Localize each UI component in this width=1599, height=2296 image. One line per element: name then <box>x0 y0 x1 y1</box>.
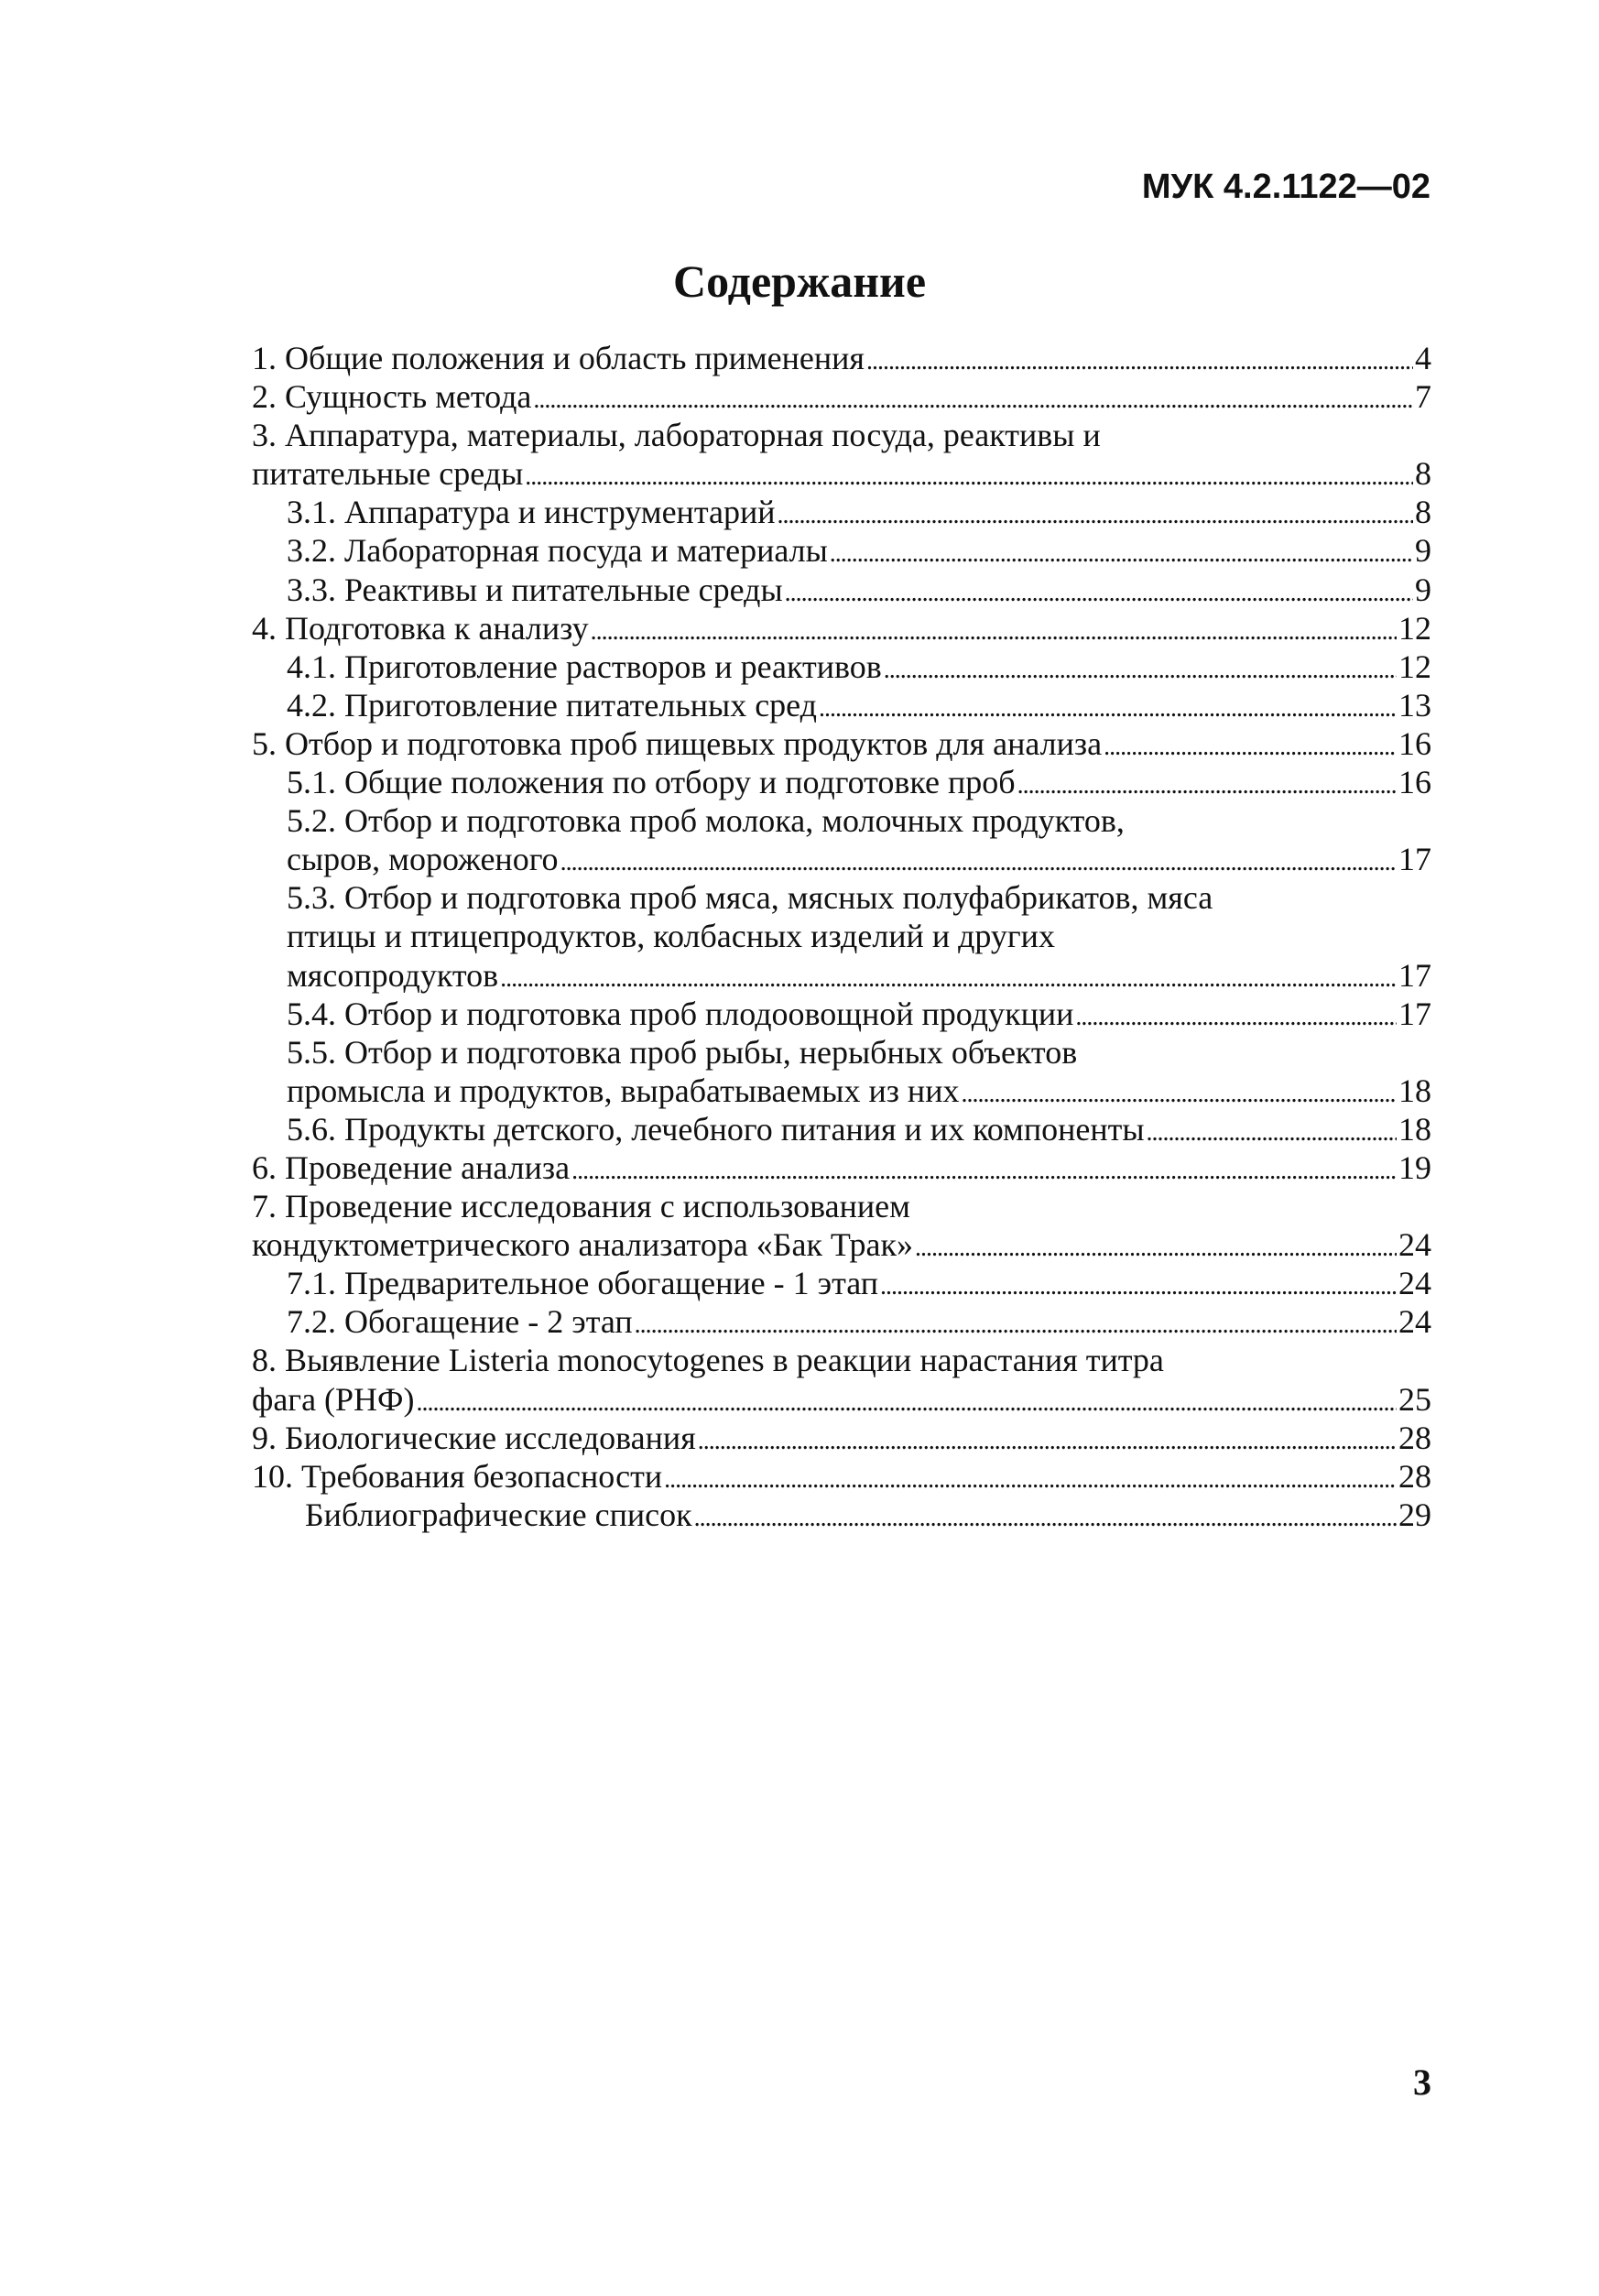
toc-dot-leader <box>961 1072 1397 1114</box>
toc-entry-page: 12 <box>1398 609 1431 647</box>
toc-line <box>252 647 1431 686</box>
toc-entry-page: 19 <box>1398 1148 1431 1186</box>
toc-line <box>252 1110 1431 1148</box>
toc-entry <box>252 493 1431 531</box>
page-title: Содержание <box>672 256 927 307</box>
toc-entry <box>252 763 1431 801</box>
toc-entry-title: 4.1. Приготовление растворов и реактивов <box>287 647 882 685</box>
toc-line <box>252 878 1431 917</box>
toc-entry-title: промысла и продуктов, вырабатываемых из них <box>287 1072 960 1109</box>
toc-line <box>252 609 1431 647</box>
toc-line <box>252 956 1431 995</box>
toc-entry <box>252 377 1431 416</box>
toc-entry-page: 24 <box>1398 1226 1431 1264</box>
toc-line <box>252 339 1431 377</box>
toc-entry-page: 16 <box>1398 724 1431 762</box>
toc-dot-leader <box>884 647 1397 690</box>
toc-line <box>252 571 1431 609</box>
toc-entry-title: питательные среды <box>252 455 524 493</box>
toc-entry <box>252 801 1431 878</box>
toc-line <box>252 686 1431 724</box>
toc-entry <box>252 647 1431 686</box>
toc-entry <box>252 1148 1431 1187</box>
toc-entry-title: 5.2. Отбор и подготовка проб молока, молочных продуктов, <box>287 802 1125 840</box>
toc-dot-leader <box>785 571 1413 613</box>
toc-entry-page: 28 <box>1398 1457 1431 1495</box>
toc-entry-title: 3. Аппаратура, материалы, лабораторная посуда, реактивы и <box>252 417 1101 454</box>
toc-entry-title: 1. Общие положения и область применения <box>252 340 865 376</box>
toc-line <box>252 1225 1431 1264</box>
toc-line <box>252 801 1431 840</box>
toc-entry <box>252 1264 1431 1302</box>
toc-entry-title: кондуктометрического анализатора «Бак Трак» <box>252 1226 914 1264</box>
toc-line <box>252 1419 1431 1457</box>
toc-entry-page: 16 <box>1398 764 1431 801</box>
toc-entry <box>252 1187 1431 1264</box>
toc-entry <box>252 531 1431 570</box>
toc-entry-title: 10. Требования безопасности <box>252 1457 663 1495</box>
toc-entry-page: 12 <box>1398 647 1431 685</box>
toc-entry-title: 3.1. Аппаратура и инструментарий <box>287 494 776 531</box>
toc-dot-leader <box>1147 1110 1397 1152</box>
toc-dot-leader <box>500 956 1397 998</box>
toc-dot-leader <box>533 377 1413 419</box>
toc-entry-title: 5.3. Отбор и подготовка проб мяса, мясных полуфабрикатов, мяса <box>287 879 1213 917</box>
toc-dot-leader <box>571 1148 1397 1191</box>
toc-dot-leader <box>778 493 1414 535</box>
toc-entry-page: 17 <box>1398 841 1431 878</box>
toc-line <box>252 724 1431 763</box>
toc-line <box>252 416 1431 454</box>
toc-line <box>252 1341 1431 1379</box>
table-of-contents <box>252 339 1431 1534</box>
toc-entry-title: фага (РНФ) <box>252 1380 415 1418</box>
toc-dot-leader <box>635 1302 1397 1344</box>
toc-dot-leader <box>915 1225 1397 1268</box>
toc-dot-leader <box>698 1419 1397 1461</box>
toc-entry-title: птицы и птицепродуктов, колбасных изделий и других <box>287 918 1055 955</box>
toc-entry-title: 4. Подготовка к анализу <box>252 609 589 647</box>
toc-dot-leader <box>1104 724 1397 767</box>
toc-entry-title: Библиографические список <box>305 1496 692 1533</box>
toc-line <box>252 1148 1431 1187</box>
toc-line <box>252 493 1431 531</box>
toc-entry <box>252 1419 1431 1457</box>
toc-line <box>252 917 1431 955</box>
toc-line <box>252 1496 1431 1534</box>
toc-entry <box>252 724 1431 763</box>
toc-entry-page: 17 <box>1398 956 1431 994</box>
toc-entry <box>252 1033 1431 1110</box>
toc-entry-title: 3.2. Лабораторная посуда и материалы <box>287 532 828 570</box>
toc-entry <box>252 995 1431 1033</box>
toc-line <box>252 1302 1431 1341</box>
toc-entry-page: 8 <box>1415 494 1431 531</box>
toc-line <box>252 1264 1431 1302</box>
toc-entry <box>252 339 1431 377</box>
toc-entry-page: 24 <box>1398 1303 1431 1341</box>
toc-entry-title: 3.3. Реактивы и питательные среды <box>287 571 783 608</box>
toc-entry-page: 9 <box>1415 571 1431 608</box>
toc-line <box>252 763 1431 801</box>
toc-dot-leader <box>819 686 1397 728</box>
toc-dot-leader <box>866 339 1413 381</box>
toc-entry <box>252 1302 1431 1341</box>
toc-entry <box>252 878 1431 994</box>
toc-entry-title: 7.2. Обогащение - 2 этап <box>287 1303 633 1341</box>
toc-entry-title: 7. Проведение исследования с использованием <box>252 1188 910 1225</box>
toc-entry-page: 18 <box>1398 1110 1431 1148</box>
page-number: 3 <box>1413 2062 1431 2103</box>
toc-dot-leader <box>694 1496 1397 1538</box>
toc-entry-title: сыров, мороженого <box>287 841 559 878</box>
toc-line <box>252 531 1431 570</box>
toc-entry <box>252 416 1431 493</box>
toc-entry-page: 25 <box>1398 1380 1431 1418</box>
toc-entry-title: 5.6. Продукты детского, лечебного питания и их компоненты <box>287 1110 1145 1148</box>
toc-line <box>252 454 1431 493</box>
toc-entry <box>252 1341 1431 1418</box>
toc-entry-page: 9 <box>1415 532 1431 570</box>
toc-line <box>252 1380 1431 1419</box>
toc-entry-page: 29 <box>1398 1496 1431 1533</box>
toc-entry-title: 6. Проведение анализа <box>252 1148 571 1186</box>
toc-line <box>252 1457 1431 1496</box>
toc-entry-title: 5. Отбор и подготовка проб пищевых продуктов для анализа <box>252 724 1103 762</box>
toc-entry-page: 4 <box>1415 340 1431 376</box>
toc-entry-page: 18 <box>1398 1072 1431 1109</box>
toc-entry-title: 7.1. Предварительное обогащение - 1 этап <box>287 1265 879 1302</box>
toc-dot-leader <box>1075 995 1397 1037</box>
toc-entry-title: 2. Сущность метода <box>252 378 532 416</box>
toc-entry-page: 7 <box>1415 378 1431 416</box>
toc-dot-leader <box>560 840 1397 882</box>
toc-entry-title: 9. Биологические исследования <box>252 1419 696 1456</box>
toc-entry-page: 13 <box>1398 686 1431 724</box>
toc-entry-title: 4.2. Приготовление питательных сред <box>287 686 817 724</box>
toc-dot-leader <box>1017 763 1397 805</box>
toc-entry-page: 28 <box>1398 1419 1431 1456</box>
toc-entry <box>252 609 1431 647</box>
toc-dot-leader <box>525 454 1413 496</box>
toc-line <box>252 995 1431 1033</box>
toc-entry <box>252 686 1431 724</box>
document-code: МУК 4.2.1122—02 <box>1141 168 1430 206</box>
toc-entry <box>252 1496 1431 1534</box>
toc-entry-page: 8 <box>1415 455 1431 493</box>
toc-entry-title: 8. Выявление Listeria monocytogenes в реакции нарастания титра <box>252 1342 1164 1379</box>
toc-line <box>252 377 1431 416</box>
toc-dot-leader <box>664 1457 1397 1499</box>
toc-dot-leader <box>591 609 1397 651</box>
toc-line <box>252 1187 1431 1225</box>
toc-line <box>252 1033 1431 1072</box>
toc-entry-page: 24 <box>1398 1265 1431 1302</box>
toc-entry-title: 5.4. Отбор и подготовка проб плодоовощной продукции <box>287 995 1074 1032</box>
toc-line <box>252 1072 1431 1110</box>
toc-entry <box>252 1110 1431 1148</box>
toc-entry-title: 5.5. Отбор и подготовка проб рыбы, нерыбных объектов <box>287 1033 1078 1071</box>
toc-entry-title: мясопродуктов <box>287 956 499 994</box>
toc-entry <box>252 571 1431 609</box>
toc-dot-leader <box>830 531 1413 573</box>
toc-entry-page: 17 <box>1398 995 1431 1032</box>
toc-entry-title: 5.1. Общие положения по отбору и подготовке проб <box>287 764 1016 801</box>
toc-entry <box>252 1457 1431 1496</box>
toc-dot-leader <box>880 1264 1397 1306</box>
toc-line <box>252 840 1431 878</box>
toc-dot-leader <box>417 1380 1398 1422</box>
